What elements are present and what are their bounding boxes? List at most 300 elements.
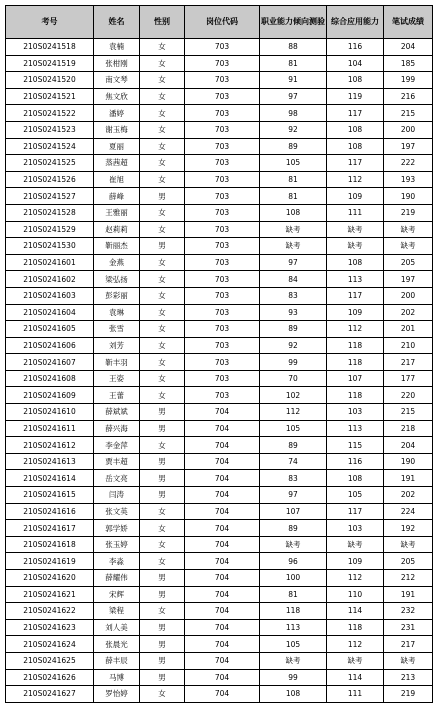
header-gender: 性别 xyxy=(140,6,185,39)
cell-aptitude-score: 89 xyxy=(260,437,327,454)
cell-exam-number: 210S0241626 xyxy=(6,669,94,686)
cell-post-code: 703 xyxy=(185,138,260,155)
cell-exam-number: 210S0241524 xyxy=(6,138,94,155)
cell-gender: 女 xyxy=(140,387,185,404)
table-row xyxy=(6,570,433,587)
cell-aptitude-score: 81 xyxy=(260,586,327,603)
cell-written-score: 缺考 xyxy=(384,536,433,553)
cell-name: 李金萍 xyxy=(94,437,140,454)
cell-name: 闫涛 xyxy=(94,487,140,504)
cell-written-score: 218 xyxy=(384,420,433,437)
header-comprehensive-ability: 综合应用能力 xyxy=(327,6,384,39)
cell-comprehensive-score: 117 xyxy=(327,503,384,520)
cell-comprehensive-score: 108 xyxy=(327,138,384,155)
cell-aptitude-score: 92 xyxy=(260,337,327,354)
cell-name: 梁弘扬 xyxy=(94,271,140,288)
cell-comprehensive-score: 113 xyxy=(327,271,384,288)
header-written-score: 笔试成绩 xyxy=(384,6,433,39)
cell-aptitude-score: 97 xyxy=(260,487,327,504)
cell-post-code: 703 xyxy=(185,321,260,338)
cell-post-code: 703 xyxy=(185,354,260,371)
table-row xyxy=(6,487,433,504)
cell-post-code: 703 xyxy=(185,121,260,138)
cell-post-code: 704 xyxy=(185,686,260,703)
cell-aptitude-score: 83 xyxy=(260,287,327,304)
cell-exam-number: 210S0241527 xyxy=(6,188,94,205)
header-row xyxy=(6,6,433,39)
cell-exam-number: 210S0241611 xyxy=(6,420,94,437)
cell-gender: 女 xyxy=(140,271,185,288)
cell-name: 彭彩丽 xyxy=(94,287,140,304)
table-row xyxy=(6,354,433,371)
cell-gender: 女 xyxy=(140,520,185,537)
cell-aptitude-score: 81 xyxy=(260,171,327,188)
cell-exam-number: 210S0241617 xyxy=(6,520,94,537)
cell-post-code: 703 xyxy=(185,337,260,354)
cell-gender: 男 xyxy=(140,188,185,205)
table-row xyxy=(6,404,433,421)
cell-name: 罗怡婷 xyxy=(94,686,140,703)
cell-gender: 男 xyxy=(140,453,185,470)
cell-written-score: 219 xyxy=(384,204,433,221)
cell-name: 刘人美 xyxy=(94,619,140,636)
cell-written-score: 200 xyxy=(384,121,433,138)
cell-name: 张晨光 xyxy=(94,636,140,653)
cell-post-code: 703 xyxy=(185,370,260,387)
cell-name: 赵莉莉 xyxy=(94,221,140,238)
cell-gender: 女 xyxy=(140,370,185,387)
cell-aptitude-score: 97 xyxy=(260,254,327,271)
table-row xyxy=(6,536,433,553)
cell-exam-number: 210S0241519 xyxy=(6,55,94,72)
cell-comprehensive-score: 117 xyxy=(327,155,384,172)
cell-name: 南文琴 xyxy=(94,72,140,89)
cell-gender: 男 xyxy=(140,636,185,653)
cell-name: 薛耀伟 xyxy=(94,570,140,587)
cell-aptitude-score: 102 xyxy=(260,387,327,404)
cell-comprehensive-score: 105 xyxy=(327,487,384,504)
cell-aptitude-score: 118 xyxy=(260,603,327,620)
cell-exam-number: 210S0241606 xyxy=(6,337,94,354)
table-row xyxy=(6,520,433,537)
cell-exam-number: 210S0241621 xyxy=(6,586,94,603)
cell-post-code: 704 xyxy=(185,669,260,686)
cell-comprehensive-score: 112 xyxy=(327,321,384,338)
cell-written-score: 217 xyxy=(384,354,433,371)
cell-comprehensive-score: 116 xyxy=(327,453,384,470)
cell-name: 贾丰超 xyxy=(94,453,140,470)
cell-comprehensive-score: 118 xyxy=(327,337,384,354)
cell-aptitude-score: 84 xyxy=(260,271,327,288)
cell-exam-number: 210S0241521 xyxy=(6,88,94,105)
table-row xyxy=(6,553,433,570)
cell-name: 张文英 xyxy=(94,503,140,520)
cell-comprehensive-score: 108 xyxy=(327,254,384,271)
table-row xyxy=(6,271,433,288)
cell-aptitude-score: 100 xyxy=(260,570,327,587)
cell-comprehensive-score: 112 xyxy=(327,171,384,188)
cell-written-score: 202 xyxy=(384,304,433,321)
cell-name: 王姿 xyxy=(94,370,140,387)
cell-aptitude-score: 83 xyxy=(260,470,327,487)
cell-name: 潘婷 xyxy=(94,105,140,122)
cell-exam-number: 210S0241530 xyxy=(6,238,94,255)
table-row xyxy=(6,603,433,620)
cell-gender: 女 xyxy=(140,39,185,56)
cell-written-score: 216 xyxy=(384,88,433,105)
cell-exam-number: 210S0241616 xyxy=(6,503,94,520)
cell-exam-number: 210S0241604 xyxy=(6,304,94,321)
header-post-code: 岗位代码 xyxy=(185,6,260,39)
cell-gender: 男 xyxy=(140,652,185,669)
table-row xyxy=(6,321,433,338)
cell-post-code: 704 xyxy=(185,520,260,537)
cell-comprehensive-score: 111 xyxy=(327,204,384,221)
cell-comprehensive-score: 116 xyxy=(327,39,384,56)
cell-aptitude-score: 89 xyxy=(260,138,327,155)
cell-comprehensive-score: 115 xyxy=(327,437,384,454)
cell-name: 蒸茜超 xyxy=(94,155,140,172)
cell-written-score: 205 xyxy=(384,254,433,271)
cell-comprehensive-score: 118 xyxy=(327,387,384,404)
cell-name: 宋辉 xyxy=(94,586,140,603)
cell-exam-number: 210S0241529 xyxy=(6,221,94,238)
cell-gender: 女 xyxy=(140,72,185,89)
cell-written-score: 197 xyxy=(384,271,433,288)
cell-name: 薛峰 xyxy=(94,188,140,205)
cell-post-code: 703 xyxy=(185,188,260,205)
cell-exam-number: 210S0241525 xyxy=(6,155,94,172)
table-row xyxy=(6,188,433,205)
cell-aptitude-score: 108 xyxy=(260,686,327,703)
cell-post-code: 704 xyxy=(185,553,260,570)
cell-name: 岳文亮 xyxy=(94,470,140,487)
cell-gender: 女 xyxy=(140,321,185,338)
cell-aptitude-score: 92 xyxy=(260,121,327,138)
cell-name: 王蕾 xyxy=(94,387,140,404)
cell-gender: 女 xyxy=(140,686,185,703)
cell-post-code: 703 xyxy=(185,287,260,304)
cell-exam-number: 210S0241627 xyxy=(6,686,94,703)
cell-written-score: 193 xyxy=(384,171,433,188)
cell-written-score: 190 xyxy=(384,188,433,205)
cell-post-code: 703 xyxy=(185,254,260,271)
cell-name: 张柑刚 xyxy=(94,55,140,72)
cell-exam-number: 210S0241522 xyxy=(6,105,94,122)
cell-gender: 女 xyxy=(140,603,185,620)
cell-gender: 男 xyxy=(140,238,185,255)
cell-written-score: 缺考 xyxy=(384,238,433,255)
table-row xyxy=(6,72,433,89)
cell-written-score: 212 xyxy=(384,570,433,587)
cell-name: 郭学娇 xyxy=(94,520,140,537)
cell-written-score: 219 xyxy=(384,686,433,703)
header-exam-number: 考号 xyxy=(6,6,94,39)
cell-exam-number: 210S0241520 xyxy=(6,72,94,89)
cell-exam-number: 210S0241523 xyxy=(6,121,94,138)
cell-post-code: 704 xyxy=(185,420,260,437)
cell-exam-number: 210S0241605 xyxy=(6,321,94,338)
table-row xyxy=(6,652,433,669)
cell-exam-number: 210S0241603 xyxy=(6,287,94,304)
cell-name: 马博 xyxy=(94,669,140,686)
cell-comprehensive-score: 缺考 xyxy=(327,652,384,669)
table-row xyxy=(6,39,433,56)
cell-exam-number: 210S0241526 xyxy=(6,171,94,188)
score-table xyxy=(5,5,433,703)
cell-comprehensive-score: 118 xyxy=(327,354,384,371)
cell-written-score: 231 xyxy=(384,619,433,636)
cell-exam-number: 210S0241528 xyxy=(6,204,94,221)
cell-written-score: 191 xyxy=(384,586,433,603)
cell-gender: 女 xyxy=(140,536,185,553)
cell-name: 张玉婷 xyxy=(94,536,140,553)
cell-comprehensive-score: 109 xyxy=(327,553,384,570)
cell-written-score: 204 xyxy=(384,437,433,454)
cell-gender: 男 xyxy=(140,470,185,487)
cell-exam-number: 210S0241614 xyxy=(6,470,94,487)
table-row xyxy=(6,287,433,304)
cell-name: 靳丽杰 xyxy=(94,238,140,255)
cell-aptitude-score: 91 xyxy=(260,72,327,89)
table-row xyxy=(6,88,433,105)
cell-comprehensive-score: 104 xyxy=(327,55,384,72)
table-row xyxy=(6,619,433,636)
table-row xyxy=(6,105,433,122)
cell-gender: 女 xyxy=(140,121,185,138)
cell-name: 薛斌斌 xyxy=(94,404,140,421)
cell-aptitude-score: 缺考 xyxy=(260,238,327,255)
cell-comprehensive-score: 111 xyxy=(327,686,384,703)
table-row xyxy=(6,55,433,72)
cell-written-score: 224 xyxy=(384,503,433,520)
cell-post-code: 704 xyxy=(185,603,260,620)
cell-exam-number: 210S0241622 xyxy=(6,603,94,620)
cell-written-score: 215 xyxy=(384,404,433,421)
cell-gender: 女 xyxy=(140,437,185,454)
cell-gender: 男 xyxy=(140,570,185,587)
cell-comprehensive-score: 108 xyxy=(327,72,384,89)
cell-comprehensive-score: 118 xyxy=(327,619,384,636)
cell-written-score: 191 xyxy=(384,470,433,487)
table-row xyxy=(6,121,433,138)
cell-post-code: 703 xyxy=(185,155,260,172)
cell-post-code: 703 xyxy=(185,105,260,122)
cell-comprehensive-score: 117 xyxy=(327,105,384,122)
cell-post-code: 704 xyxy=(185,487,260,504)
cell-exam-number: 210S0241607 xyxy=(6,354,94,371)
cell-exam-number: 210S0241612 xyxy=(6,437,94,454)
cell-aptitude-score: 74 xyxy=(260,453,327,470)
cell-exam-number: 210S0241601 xyxy=(6,254,94,271)
cell-aptitude-score: 70 xyxy=(260,370,327,387)
cell-written-score: 200 xyxy=(384,287,433,304)
cell-post-code: 703 xyxy=(185,72,260,89)
cell-comprehensive-score: 109 xyxy=(327,304,384,321)
cell-name: 李淼 xyxy=(94,553,140,570)
cell-post-code: 703 xyxy=(185,55,260,72)
cell-aptitude-score: 113 xyxy=(260,619,327,636)
cell-post-code: 704 xyxy=(185,536,260,553)
cell-gender: 女 xyxy=(140,88,185,105)
cell-exam-number: 210S0241518 xyxy=(6,39,94,56)
cell-post-code: 704 xyxy=(185,470,260,487)
table-row xyxy=(6,387,433,404)
cell-post-code: 704 xyxy=(185,652,260,669)
cell-aptitude-score: 97 xyxy=(260,88,327,105)
table-row xyxy=(6,437,433,454)
cell-comprehensive-score: 108 xyxy=(327,121,384,138)
cell-written-score: 190 xyxy=(384,453,433,470)
cell-written-score: 205 xyxy=(384,553,433,570)
cell-exam-number: 210S0241602 xyxy=(6,271,94,288)
cell-exam-number: 210S0241613 xyxy=(6,453,94,470)
cell-post-code: 703 xyxy=(185,204,260,221)
cell-post-code: 703 xyxy=(185,88,260,105)
cell-written-score: 197 xyxy=(384,138,433,155)
cell-written-score: 215 xyxy=(384,105,433,122)
cell-exam-number: 210S0241620 xyxy=(6,570,94,587)
cell-comprehensive-score: 112 xyxy=(327,570,384,587)
cell-written-score: 192 xyxy=(384,520,433,537)
table-row xyxy=(6,304,433,321)
cell-exam-number: 210S0241623 xyxy=(6,619,94,636)
cell-aptitude-score: 88 xyxy=(260,39,327,56)
cell-gender: 女 xyxy=(140,287,185,304)
cell-name: 袁琳 xyxy=(94,304,140,321)
table-row xyxy=(6,221,433,238)
cell-name: 张雪 xyxy=(94,321,140,338)
cell-aptitude-score: 99 xyxy=(260,354,327,371)
cell-written-score: 185 xyxy=(384,55,433,72)
cell-gender: 女 xyxy=(140,553,185,570)
cell-gender: 女 xyxy=(140,221,185,238)
table-row xyxy=(6,586,433,603)
cell-exam-number: 210S0241608 xyxy=(6,370,94,387)
cell-name: 袁楠 xyxy=(94,39,140,56)
cell-comprehensive-score: 缺考 xyxy=(327,238,384,255)
cell-post-code: 704 xyxy=(185,453,260,470)
cell-comprehensive-score: 117 xyxy=(327,287,384,304)
cell-name: 焦文欣 xyxy=(94,88,140,105)
cell-gender: 女 xyxy=(140,138,185,155)
cell-written-score: 202 xyxy=(384,487,433,504)
table-row xyxy=(6,370,433,387)
cell-post-code: 704 xyxy=(185,503,260,520)
table-body xyxy=(6,39,433,703)
table-row xyxy=(6,686,433,703)
cell-comprehensive-score: 110 xyxy=(327,586,384,603)
cell-post-code: 704 xyxy=(185,570,260,587)
cell-aptitude-score: 112 xyxy=(260,404,327,421)
cell-gender: 女 xyxy=(140,204,185,221)
cell-written-score: 缺考 xyxy=(384,221,433,238)
cell-post-code: 703 xyxy=(185,238,260,255)
cell-written-score: 201 xyxy=(384,321,433,338)
table-row xyxy=(6,420,433,437)
cell-name: 谢玉梅 xyxy=(94,121,140,138)
cell-aptitude-score: 105 xyxy=(260,636,327,653)
cell-comprehensive-score: 缺考 xyxy=(327,221,384,238)
cell-post-code: 703 xyxy=(185,271,260,288)
cell-exam-number: 210S0241609 xyxy=(6,387,94,404)
cell-gender: 女 xyxy=(140,337,185,354)
cell-comprehensive-score: 103 xyxy=(327,520,384,537)
cell-name: 薛兴海 xyxy=(94,420,140,437)
cell-aptitude-score: 缺考 xyxy=(260,652,327,669)
cell-comprehensive-score: 109 xyxy=(327,188,384,205)
cell-comprehensive-score: 113 xyxy=(327,420,384,437)
cell-aptitude-score: 93 xyxy=(260,304,327,321)
table-row xyxy=(6,636,433,653)
cell-gender: 男 xyxy=(140,487,185,504)
table-row xyxy=(6,470,433,487)
cell-exam-number: 210S0241619 xyxy=(6,553,94,570)
cell-written-score: 210 xyxy=(384,337,433,354)
cell-written-score: 217 xyxy=(384,636,433,653)
cell-aptitude-score: 89 xyxy=(260,520,327,537)
table-row xyxy=(6,204,433,221)
cell-comprehensive-score: 缺考 xyxy=(327,536,384,553)
cell-name: 崔旭 xyxy=(94,171,140,188)
cell-aptitude-score: 98 xyxy=(260,105,327,122)
cell-gender: 女 xyxy=(140,304,185,321)
cell-post-code: 703 xyxy=(185,387,260,404)
cell-name: 金燕 xyxy=(94,254,140,271)
cell-gender: 男 xyxy=(140,404,185,421)
cell-written-score: 222 xyxy=(384,155,433,172)
header-name: 姓名 xyxy=(94,6,140,39)
cell-post-code: 703 xyxy=(185,171,260,188)
cell-gender: 女 xyxy=(140,105,185,122)
cell-aptitude-score: 99 xyxy=(260,669,327,686)
table-row xyxy=(6,155,433,172)
cell-comprehensive-score: 114 xyxy=(327,669,384,686)
cell-aptitude-score: 缺考 xyxy=(260,536,327,553)
cell-gender: 女 xyxy=(140,155,185,172)
cell-exam-number: 210S0241625 xyxy=(6,652,94,669)
table-row xyxy=(6,337,433,354)
table-row xyxy=(6,503,433,520)
table-row xyxy=(6,171,433,188)
table-row xyxy=(6,238,433,255)
cell-gender: 男 xyxy=(140,586,185,603)
cell-exam-number: 210S0241610 xyxy=(6,404,94,421)
cell-aptitude-score: 81 xyxy=(260,55,327,72)
cell-post-code: 704 xyxy=(185,437,260,454)
cell-written-score: 213 xyxy=(384,669,433,686)
cell-aptitude-score: 105 xyxy=(260,420,327,437)
cell-comprehensive-score: 112 xyxy=(327,636,384,653)
cell-comprehensive-score: 103 xyxy=(327,404,384,421)
cell-name: 梁程 xyxy=(94,603,140,620)
cell-gender: 男 xyxy=(140,669,185,686)
cell-post-code: 703 xyxy=(185,304,260,321)
table-row xyxy=(6,138,433,155)
cell-aptitude-score: 107 xyxy=(260,503,327,520)
cell-post-code: 704 xyxy=(185,619,260,636)
cell-name: 夏丽 xyxy=(94,138,140,155)
cell-gender: 女 xyxy=(140,55,185,72)
cell-gender: 女 xyxy=(140,171,185,188)
cell-aptitude-score: 缺考 xyxy=(260,221,327,238)
cell-post-code: 704 xyxy=(185,404,260,421)
cell-gender: 男 xyxy=(140,619,185,636)
cell-name: 薛丰辰 xyxy=(94,652,140,669)
cell-name: 刘芳 xyxy=(94,337,140,354)
header-aptitude-test: 职业能力倾向测验 xyxy=(260,6,327,39)
cell-gender: 女 xyxy=(140,503,185,520)
